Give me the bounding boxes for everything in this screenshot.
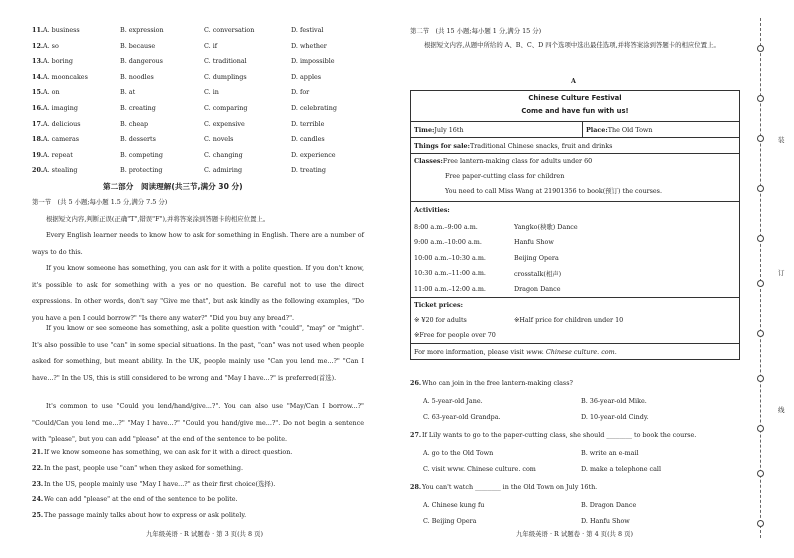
- option-a[interactable]: A. imaging: [43, 104, 78, 112]
- option-b[interactable]: B. cheap: [120, 119, 149, 128]
- passage-para-3: If you know or see someone has something, ask a polite question with "could", "may" or "might". It's also possible to use "can" in some special situations. In the past, "can" was not used when people asked for something, but meant ability. In the UK, people mainly use "Can you lend me...?" "Can I have...?" In the US, this is still considered to be wrong and "May I have...?" is preferred(首选).: [32, 324, 364, 382]
- option-d[interactable]: D. candles: [291, 135, 325, 144]
- option-a[interactable]: A. so: [43, 41, 59, 50]
- option-b[interactable]: B. protecting: [120, 166, 163, 175]
- option-a[interactable]: A. stealing: [43, 166, 78, 175]
- activity-row: [414, 219, 736, 235]
- option-a[interactable]: A. on: [43, 88, 60, 97]
- question-stem: You can't watch ________ in the Old Town on July 16th.: [422, 483, 598, 491]
- option-number: 13.: [32, 57, 44, 66]
- activity-name: Beijing Opera: [514, 253, 559, 262]
- answer-option-c[interactable]: C. 63-year-old Grandpa.: [423, 413, 501, 421]
- binding-hole: [757, 425, 764, 432]
- option-number: 15.: [32, 88, 44, 97]
- question-number: 28.: [410, 483, 422, 491]
- option-a[interactable]: A. boring: [43, 57, 73, 66]
- activity-time: 8:00 a.m.–9:00 a.m.: [414, 222, 478, 231]
- binding-hole: [757, 45, 764, 52]
- option-a[interactable]: A. delicious: [43, 119, 81, 128]
- activity-row: [414, 281, 736, 297]
- activity-time: 10:00 a.m.–10:30 a.m.: [414, 253, 486, 262]
- tf-number: 24.: [32, 495, 44, 504]
- answer-option-a[interactable]: A. go to the Old Town: [423, 449, 494, 457]
- footer-right: 九年级英语 · R 试题卷 · 第 4 页(共 8 页): [516, 530, 633, 538]
- option-b[interactable]: B. expression: [120, 26, 164, 34]
- option-b[interactable]: B. dangerous: [120, 57, 163, 66]
- tf-statement: The passage mainly talks about how to express or ask politely.: [44, 511, 247, 520]
- option-a[interactable]: A. cameras: [43, 135, 80, 144]
- sec1-title: 第一节 (共 5 小题;每小题 1.5 分,满分 7.5 分): [32, 198, 168, 206]
- option-number: 18.: [32, 135, 44, 144]
- answer-option-c[interactable]: C. Beijing Opera: [423, 517, 477, 525]
- passage-label: A: [571, 77, 576, 85]
- option-c[interactable]: C. conversation: [204, 26, 255, 34]
- option-number: 17.: [32, 119, 44, 128]
- activity-time: 9:00 a.m.–10:00 a.m.: [414, 238, 482, 247]
- binding-hole: [757, 330, 764, 337]
- side-mark: 订: [778, 269, 785, 277]
- notice-activities: Activities: 8:00 a.m.–9:00 a.m. Yangko(秧歌) Dance 9:00 a.m.–10:00 a.m. Hanfu Show 10:00 a.m.–10:30 a.m. Beijing Opera 10:30 a.m.–11:00 a.m. crosstalk(相声) 11:00 a.m.–12:00 a.m. Dragon Dance: [411, 202, 740, 298]
- binding-hole: [757, 375, 764, 382]
- option-c[interactable]: C. if: [204, 41, 218, 50]
- option-b[interactable]: B. competing: [120, 150, 163, 159]
- answer-option-c[interactable]: C. visit www. Chinese culture. com: [423, 465, 536, 473]
- passage-para-1: Every English learner needs to know how to ask for something in English. There are a number of ways to do this.: [32, 231, 364, 256]
- option-d[interactable]: D. festival: [291, 26, 324, 34]
- option-c[interactable]: C. expensive: [204, 119, 245, 128]
- passage-para-2: If you know someone has something, you can ask for it with a polite question. If you don't know, it's possible to ask for something with a yes or no question. Be careful not to use the direct expressions. In other words, don't say "Give me that", but ask kindly as the following examples, "Do you have a pen I could borrow?" "Is there any water?" "Did you buy any bread?".: [32, 264, 364, 322]
- option-b[interactable]: B. noodles: [120, 72, 154, 81]
- option-d[interactable]: D. impossible: [291, 57, 335, 66]
- binding-hole: [757, 95, 764, 102]
- footer-left: 九年级英语 · R 试题卷 · 第 3 页(共 8 页): [146, 530, 263, 538]
- option-a[interactable]: A. mooncakes: [43, 72, 88, 81]
- option-d[interactable]: D. for: [291, 88, 310, 97]
- option-b[interactable]: B. because: [120, 41, 156, 50]
- tf-number: 21.: [32, 448, 44, 456]
- option-a[interactable]: A. repeat: [43, 150, 73, 159]
- notice-time: Time:July 16th: [411, 122, 583, 138]
- sec2-title: 第二节 (共 15 小题;每小题 1 分,满分 15 分): [410, 27, 542, 35]
- option-d[interactable]: D. celebrating: [291, 104, 337, 112]
- binding-hole: [757, 185, 764, 192]
- notice-place: Place:The Old Town: [583, 122, 740, 138]
- option-c[interactable]: C. dumplings: [204, 72, 247, 81]
- option-number: 12.: [32, 41, 44, 50]
- activity-row: [414, 250, 736, 266]
- activity-name: Yangko(秧歌) Dance: [514, 223, 578, 232]
- option-c[interactable]: C. admiring: [204, 166, 243, 175]
- binding-hole: [757, 135, 764, 142]
- tf-statement: We can add "please" at the end of the sentence to be polite.: [44, 495, 238, 504]
- option-number: 16.: [32, 104, 44, 112]
- sec2-instruction: 根据短文内容,从题中所给的 A、B、C、D 四个选项中选出最佳选项,并将答案涂到答题卡的相应位置上。: [424, 41, 720, 49]
- festival-notice: [410, 90, 740, 360]
- option-number: 20.: [32, 166, 44, 175]
- activity-name: Dragon Dance: [514, 284, 561, 293]
- notice-title: Chinese Culture Festival: [528, 94, 622, 102]
- option-number: 14.: [32, 72, 44, 81]
- answer-option-b[interactable]: B. write an e-mail: [581, 449, 639, 457]
- option-c[interactable]: C. comparing: [204, 104, 248, 112]
- option-number: 11.: [32, 26, 44, 34]
- answer-option-d[interactable]: D. 10-year-old Cindy.: [581, 413, 649, 421]
- tf-number: 25.: [32, 511, 44, 520]
- option-b[interactable]: B. at: [120, 88, 136, 97]
- activity-row: [414, 266, 736, 282]
- answer-option-d[interactable]: D. Hanfu Show: [581, 517, 630, 525]
- notice-classes: Classes:Free lantern-making class for adults under 60 Free paper-cutting class for children You need to call Miss Wang at 21901356 to book(预订) the courses.: [411, 154, 740, 202]
- notice-things: Things for sale:Traditional Chinese snacks, fruit and drinks: [411, 138, 740, 154]
- option-c[interactable]: C. novels: [204, 135, 234, 144]
- notice-subtitle: Come and have fun with us!: [521, 107, 629, 115]
- answer-option-a[interactable]: A. Chinese kung fu: [423, 501, 485, 509]
- option-c[interactable]: C. changing: [204, 150, 243, 159]
- binding-hole: [757, 280, 764, 287]
- option-d[interactable]: D. terrible: [291, 119, 325, 128]
- activity-name: crosstalk(相声): [514, 269, 562, 278]
- sec1-instruction: 根据短文内容,判断正误(正确"T",错误"F"),并将答案涂到答题卡的相应位置上。: [46, 215, 270, 223]
- tf-statement: If we know someone has something, we can ask for it with a direct question.: [44, 448, 293, 456]
- tf-number: 22.: [32, 463, 44, 472]
- question-number: 27.: [410, 431, 422, 439]
- option-d[interactable]: D. experience: [291, 150, 336, 159]
- tf-statement: In the past, people use "can" when they asked for something.: [44, 463, 243, 472]
- option-c[interactable]: C. traditional: [204, 57, 247, 66]
- side-mark: 线: [778, 406, 785, 414]
- activity-row: [414, 235, 736, 251]
- option-b[interactable]: B. creating: [120, 104, 156, 112]
- binding-hole: [757, 470, 764, 477]
- option-d[interactable]: D. treating: [291, 166, 326, 175]
- option-d[interactable]: D. apples: [291, 72, 322, 81]
- tf-number: 23.: [32, 479, 44, 488]
- tf-statement: In the US, people mainly use "May I have...?" as their first choice(选择).: [44, 479, 276, 488]
- option-number: 19.: [32, 150, 44, 159]
- notice-tickets: Ticket prices: ※ ¥20 for adults ※Half price for children under 10 ※Free for people over 70: [411, 298, 740, 344]
- binding-hole: [757, 235, 764, 242]
- passage-para-4: It's common to use "Could you lend/hand/give...?". You can also use "May/Can I borrow...?" "Could/Can you lend me...?" "May I have...?" "Could you hand/give me...?". Do not begin a sentence with "please", but you can add "please" at the end of the sentence to be polite.: [32, 402, 364, 443]
- notice-more-info: For more information, please visit www. Chinese culture. com.: [411, 344, 740, 360]
- option-b[interactable]: B. desserts: [120, 135, 156, 144]
- answer-option-b[interactable]: B. 36-year-old Mike.: [581, 397, 647, 405]
- binding-hole: [757, 520, 764, 527]
- question-stem: If Lily wants to go to the paper-cutting class, she should ________ to book the course.: [422, 431, 697, 439]
- question-number: 26.: [410, 379, 422, 387]
- activity-name: Hanfu Show: [514, 238, 554, 247]
- part2-title: 第二部分 阅读理解(共三节,满分 30 分): [103, 182, 243, 191]
- option-c[interactable]: C. in: [204, 88, 219, 97]
- activity-time: 10:30 a.m.–11:00 a.m.: [414, 269, 486, 278]
- activity-time: 11:00 a.m.–12:00 a.m.: [414, 284, 486, 293]
- option-d[interactable]: D. whether: [291, 41, 327, 50]
- answer-option-b[interactable]: B. Dragon Dance: [581, 501, 637, 509]
- answer-option-d[interactable]: D. make a telephone call: [581, 465, 661, 473]
- answer-option-a[interactable]: A. 5-year-old Jane.: [423, 397, 483, 405]
- option-a[interactable]: A. business: [43, 26, 80, 34]
- side-mark: 装: [778, 136, 785, 144]
- question-stem: Who can join in the free lantern-making class?: [422, 379, 573, 387]
